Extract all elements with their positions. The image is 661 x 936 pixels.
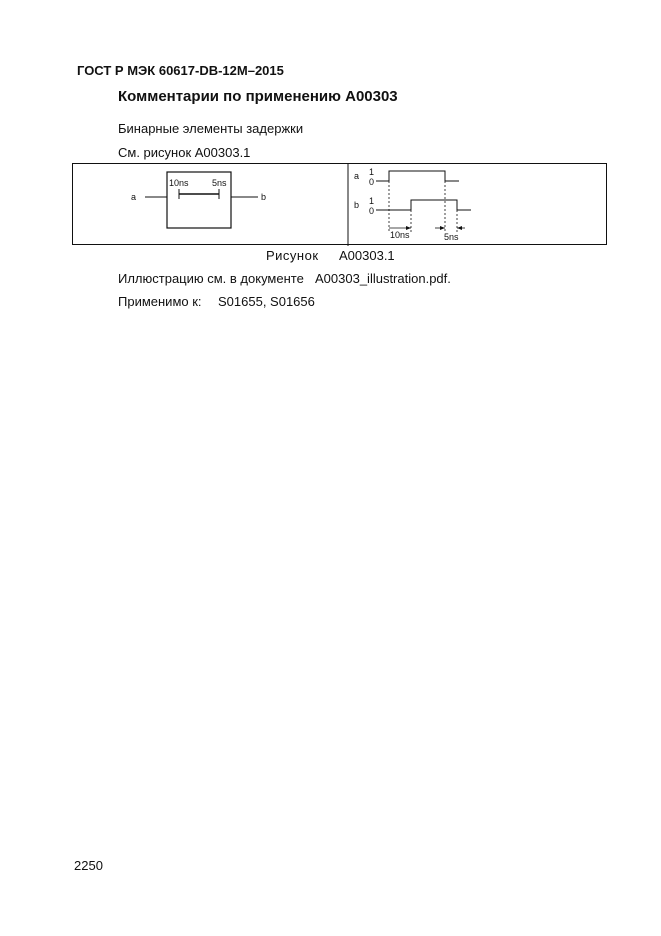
signal-a-label: a xyxy=(354,171,360,181)
signal-b-label: b xyxy=(354,200,360,210)
timing-delay-label-1: 10ns xyxy=(390,230,410,240)
figure-caption-id: A00303.1 xyxy=(339,248,395,263)
see-figure-text: См. рисунок A00303.1 xyxy=(118,145,251,160)
description-text: Бинарные элементы задержки xyxy=(118,121,304,136)
output-label: b xyxy=(261,192,267,202)
document-header: ГОСТ Р МЭК 60617-DB-12M–2015 xyxy=(77,63,284,78)
signal-a-waveform xyxy=(376,171,459,181)
figure-frame xyxy=(72,163,607,245)
signal-a-high-label: 1 xyxy=(369,167,375,177)
illustration-text: Иллюстрацию см. в документе xyxy=(118,271,304,286)
delay-arrowhead-5ns-left xyxy=(440,226,445,230)
signal-b-low-label: 0 xyxy=(369,206,375,216)
signal-b-waveform xyxy=(376,200,471,210)
signal-b-high-label: 1 xyxy=(369,196,375,206)
figure-caption-word: Рисунок xyxy=(266,248,319,263)
section-title: Комментарии по применению A00303 xyxy=(118,88,398,105)
delay-arrowhead-5ns-right xyxy=(457,226,462,230)
signal-a-low-label: 0 xyxy=(369,177,375,187)
delay-symbol xyxy=(131,172,266,228)
delay-label-1: 10ns xyxy=(169,178,189,188)
timing-diagram xyxy=(354,167,471,242)
timing-delay-label-2: 5ns xyxy=(444,232,459,242)
delay-label-2: 5ns xyxy=(212,178,227,188)
page-number: 2250 xyxy=(74,858,103,873)
applicable-values: S01655, S01656 xyxy=(218,294,315,309)
illustration-file-link[interactable]: A00303_illustration.pdf. xyxy=(315,271,451,286)
applicable-label: Применимо к: xyxy=(118,294,202,309)
figure-svg xyxy=(73,164,608,246)
input-label: a xyxy=(131,192,137,202)
